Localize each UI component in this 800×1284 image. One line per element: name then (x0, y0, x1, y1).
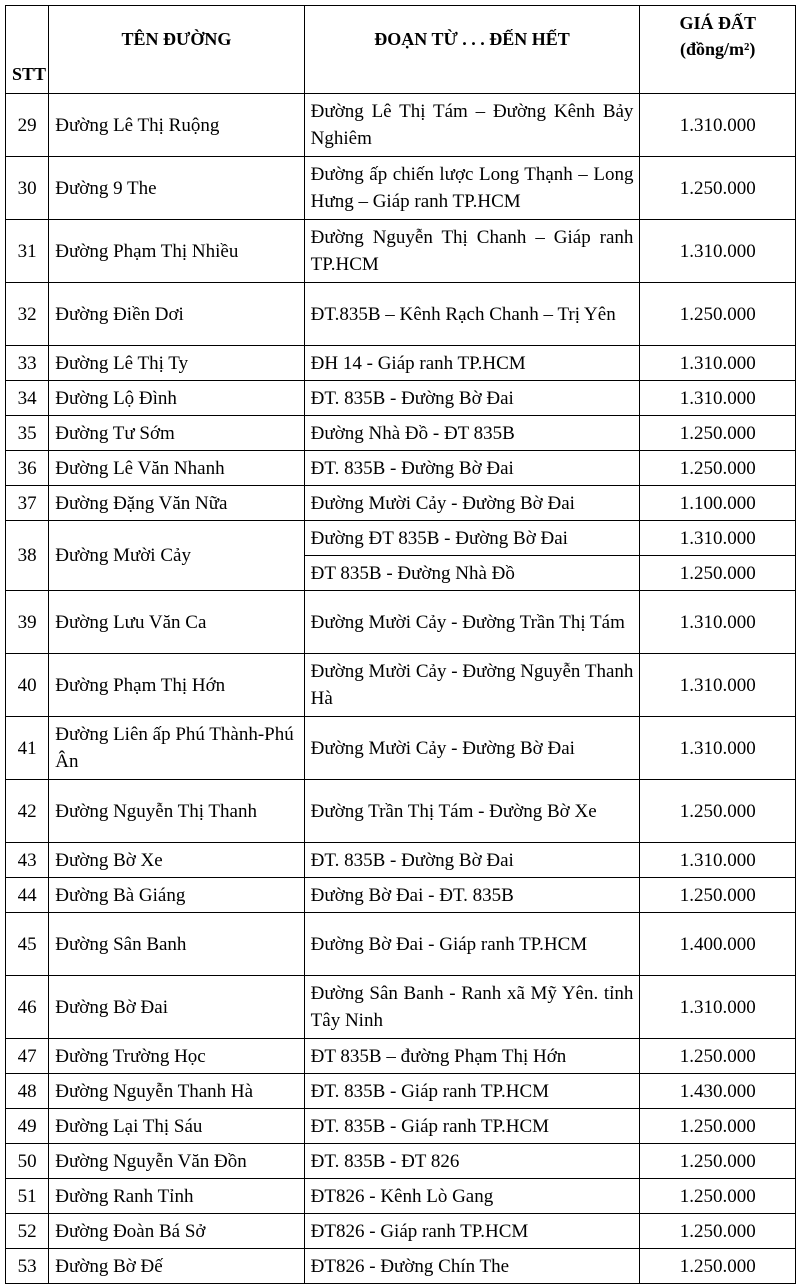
row-stt: 34 (6, 381, 49, 416)
row-price: 1.250.000 (640, 283, 796, 346)
header-stt: STT (6, 6, 49, 94)
row-segment: ĐT. 835B - Giáp ranh TP.HCM (304, 1109, 640, 1144)
row-road-name: Đường Bà Giáng (49, 878, 304, 913)
row-stt: 45 (6, 913, 49, 976)
table-row (6, 1109, 796, 1144)
row-price: 1.250.000 (640, 157, 796, 220)
row-stt: 33 (6, 346, 49, 381)
row-stt: 37 (6, 486, 49, 521)
row-segment: ĐH 14 - Giáp ranh TP.HCM (304, 346, 640, 381)
row-stt: 30 (6, 157, 49, 220)
row-stt: 38 (6, 521, 49, 591)
row-road-name: Đường Lại Thị Sáu (49, 1109, 304, 1144)
row-stt: 43 (6, 843, 49, 878)
row-stt: 48 (6, 1074, 49, 1109)
table-row (6, 346, 796, 381)
row-price: 1.100.000 (640, 486, 796, 521)
row-price: 1.310.000 (640, 381, 796, 416)
row-segment: Đường Bờ Đai - ĐT. 835B (304, 878, 640, 913)
row-road-name: Đường Nguyễn Thanh Hà (49, 1074, 304, 1109)
row-price: 1.250.000 (640, 1109, 796, 1144)
table-row (6, 381, 796, 416)
row-price: 1.310.000 (640, 591, 796, 654)
row-price: 1.310.000 (640, 346, 796, 381)
row-segment: Đường Lê Thị Tám – Đường Kênh Bảy Nghiêm (304, 94, 640, 157)
row-segment: ĐT. 835B - ĐT 826 (304, 1144, 640, 1179)
row-segment: Đường Trần Thị Tám - Đường Bờ Xe (304, 780, 640, 843)
table-row (6, 1144, 796, 1179)
row-road-name: Đường Phạm Thị Hớn (49, 654, 304, 717)
table-row (6, 591, 796, 654)
table-row (6, 913, 796, 976)
table-row (6, 1179, 796, 1214)
row-segment: Đường Mười Cảy - Đường Bờ Đai (304, 717, 640, 780)
row-road-name: Đường Tư Sớm (49, 416, 304, 451)
row-segment: ĐT826 - Giáp ranh TP.HCM (304, 1214, 640, 1249)
row-road-name: Đường Lê Thị Ruộng (49, 94, 304, 157)
row-segment: ĐT. 835B - Đường Bờ Đai (304, 843, 640, 878)
row-price: 1.310.000 (640, 654, 796, 717)
header-price-line2: (đồng/m²) (680, 39, 756, 59)
land-price-table (5, 5, 796, 1284)
row-price: 1.250.000 (640, 1144, 796, 1179)
row-road-name: Đường Sân Banh (49, 913, 304, 976)
row-road-name: Đường Phạm Thị Nhiều (49, 220, 304, 283)
row-road-name: Đường Lưu Văn Ca (49, 591, 304, 654)
row-segment: ĐT. 835B - Đường Bờ Đai (304, 381, 640, 416)
row-price: 1.430.000 (640, 1074, 796, 1109)
row-road-name: Đường Bờ Đai (49, 976, 304, 1039)
row-price: 1.250.000 (640, 1249, 796, 1284)
table-row (6, 521, 796, 556)
header-segment: ĐOẠN TỪ . . . ĐẾN HẾT (304, 6, 640, 94)
row-price: 1.310.000 (640, 717, 796, 780)
row-road-name: Đường Bờ Đế (49, 1249, 304, 1284)
row-segment: ĐT826 - Kênh Lò Gang (304, 1179, 640, 1214)
table-row (6, 976, 796, 1039)
table-row (6, 94, 796, 157)
row-segment: Đường ấp chiến lược Long Thạnh – Long Hưng – Giáp ranh TP.HCM (304, 157, 640, 220)
row-price: 1.400.000 (640, 913, 796, 976)
table-row (6, 843, 796, 878)
header-road-name: TÊN ĐƯỜNG (49, 6, 304, 94)
row-price: 1.250.000 (640, 416, 796, 451)
row-segment: Đường ĐT 835B - Đường Bờ Đai (304, 521, 640, 556)
table-row (6, 451, 796, 486)
row-road-name: Đường Lộ Đình (49, 381, 304, 416)
row-road-name: Đường Nguyễn Văn Đồn (49, 1144, 304, 1179)
table-row (6, 1039, 796, 1074)
table-row (6, 1074, 796, 1109)
row-price: 1.250.000 (640, 1214, 796, 1249)
row-road-name: Đường Ranh Tỉnh (49, 1179, 304, 1214)
row-segment: Đường Mười Cảy - Đường Bờ Đai (304, 486, 640, 521)
row-price: 1.250.000 (640, 451, 796, 486)
row-road-name: Đường Trường Học (49, 1039, 304, 1074)
row-stt: 29 (6, 94, 49, 157)
row-segment: ĐT 835B - Đường Nhà Đồ (304, 556, 640, 591)
row-price: 1.310.000 (640, 521, 796, 556)
table-row (6, 486, 796, 521)
row-road-name: Đường 9 The (49, 157, 304, 220)
row-stt: 53 (6, 1249, 49, 1284)
table-row (6, 717, 796, 780)
row-stt: 49 (6, 1109, 49, 1144)
row-price: 1.310.000 (640, 976, 796, 1039)
row-price: 1.250.000 (640, 556, 796, 591)
row-price: 1.310.000 (640, 220, 796, 283)
row-segment: Đường Nhà Đồ - ĐT 835B (304, 416, 640, 451)
table-row (6, 283, 796, 346)
row-road-name: Đường Lê Văn Nhanh (49, 451, 304, 486)
row-stt: 41 (6, 717, 49, 780)
row-segment: ĐT 835B – đường Phạm Thị Hớn (304, 1039, 640, 1074)
table-row (6, 654, 796, 717)
row-stt: 35 (6, 416, 49, 451)
table-row (6, 1249, 796, 1284)
row-segment: ĐT. 835B - Đường Bờ Đai (304, 451, 640, 486)
table-body (6, 94, 796, 1284)
row-stt: 39 (6, 591, 49, 654)
table-row (6, 1214, 796, 1249)
row-stt: 40 (6, 654, 49, 717)
table-row (6, 220, 796, 283)
row-road-name: Đường Bờ Xe (49, 843, 304, 878)
row-stt: 42 (6, 780, 49, 843)
row-stt: 50 (6, 1144, 49, 1179)
row-road-name: Đường Đoàn Bá Sở (49, 1214, 304, 1249)
row-price: 1.250.000 (640, 780, 796, 843)
header-row (6, 6, 796, 94)
row-stt: 51 (6, 1179, 49, 1214)
row-segment: ĐT.835B – Kênh Rạch Chanh – Trị Yên (304, 283, 640, 346)
row-stt: 44 (6, 878, 49, 913)
row-segment: Đường Bờ Đai - Giáp ranh TP.HCM (304, 913, 640, 976)
row-segment: ĐT. 835B - Giáp ranh TP.HCM (304, 1074, 640, 1109)
row-stt: 46 (6, 976, 49, 1039)
table-row (6, 780, 796, 843)
row-segment: Đường Mười Cảy - Đường Trần Thị Tám (304, 591, 640, 654)
row-segment: Đường Sân Banh - Ranh xã Mỹ Yên. tỉnh Tây Ninh (304, 976, 640, 1039)
table-row (6, 878, 796, 913)
row-stt: 32 (6, 283, 49, 346)
row-segment: Đường Nguyễn Thị Chanh – Giáp ranh TP.HCM (304, 220, 640, 283)
row-road-name: Đường Đặng Văn Nữa (49, 486, 304, 521)
row-stt: 52 (6, 1214, 49, 1249)
header-price-line1: GIÁ ĐẤT (679, 13, 756, 33)
row-road-name: Đường Điền Dơi (49, 283, 304, 346)
row-price: 1.250.000 (640, 878, 796, 913)
row-road-name: Đường Mười Cảy (49, 521, 304, 591)
row-price: 1.250.000 (640, 1179, 796, 1214)
row-road-name: Đường Nguyễn Thị Thanh (49, 780, 304, 843)
row-segment: Đường Mười Cảy - Đường Nguyễn Thanh Hà (304, 654, 640, 717)
row-stt: 47 (6, 1039, 49, 1074)
row-stt: 31 (6, 220, 49, 283)
row-stt: 36 (6, 451, 49, 486)
header-price (640, 6, 796, 94)
table-row (6, 157, 796, 220)
row-price: 1.310.000 (640, 843, 796, 878)
row-segment: ĐT826 - Đường Chín The (304, 1249, 640, 1284)
row-road-name: Đường Liên ấp Phú Thành-Phú Ân (49, 717, 304, 780)
table-row (6, 416, 796, 451)
row-price: 1.310.000 (640, 94, 796, 157)
row-price: 1.250.000 (640, 1039, 796, 1074)
row-road-name: Đường Lê Thị Ty (49, 346, 304, 381)
